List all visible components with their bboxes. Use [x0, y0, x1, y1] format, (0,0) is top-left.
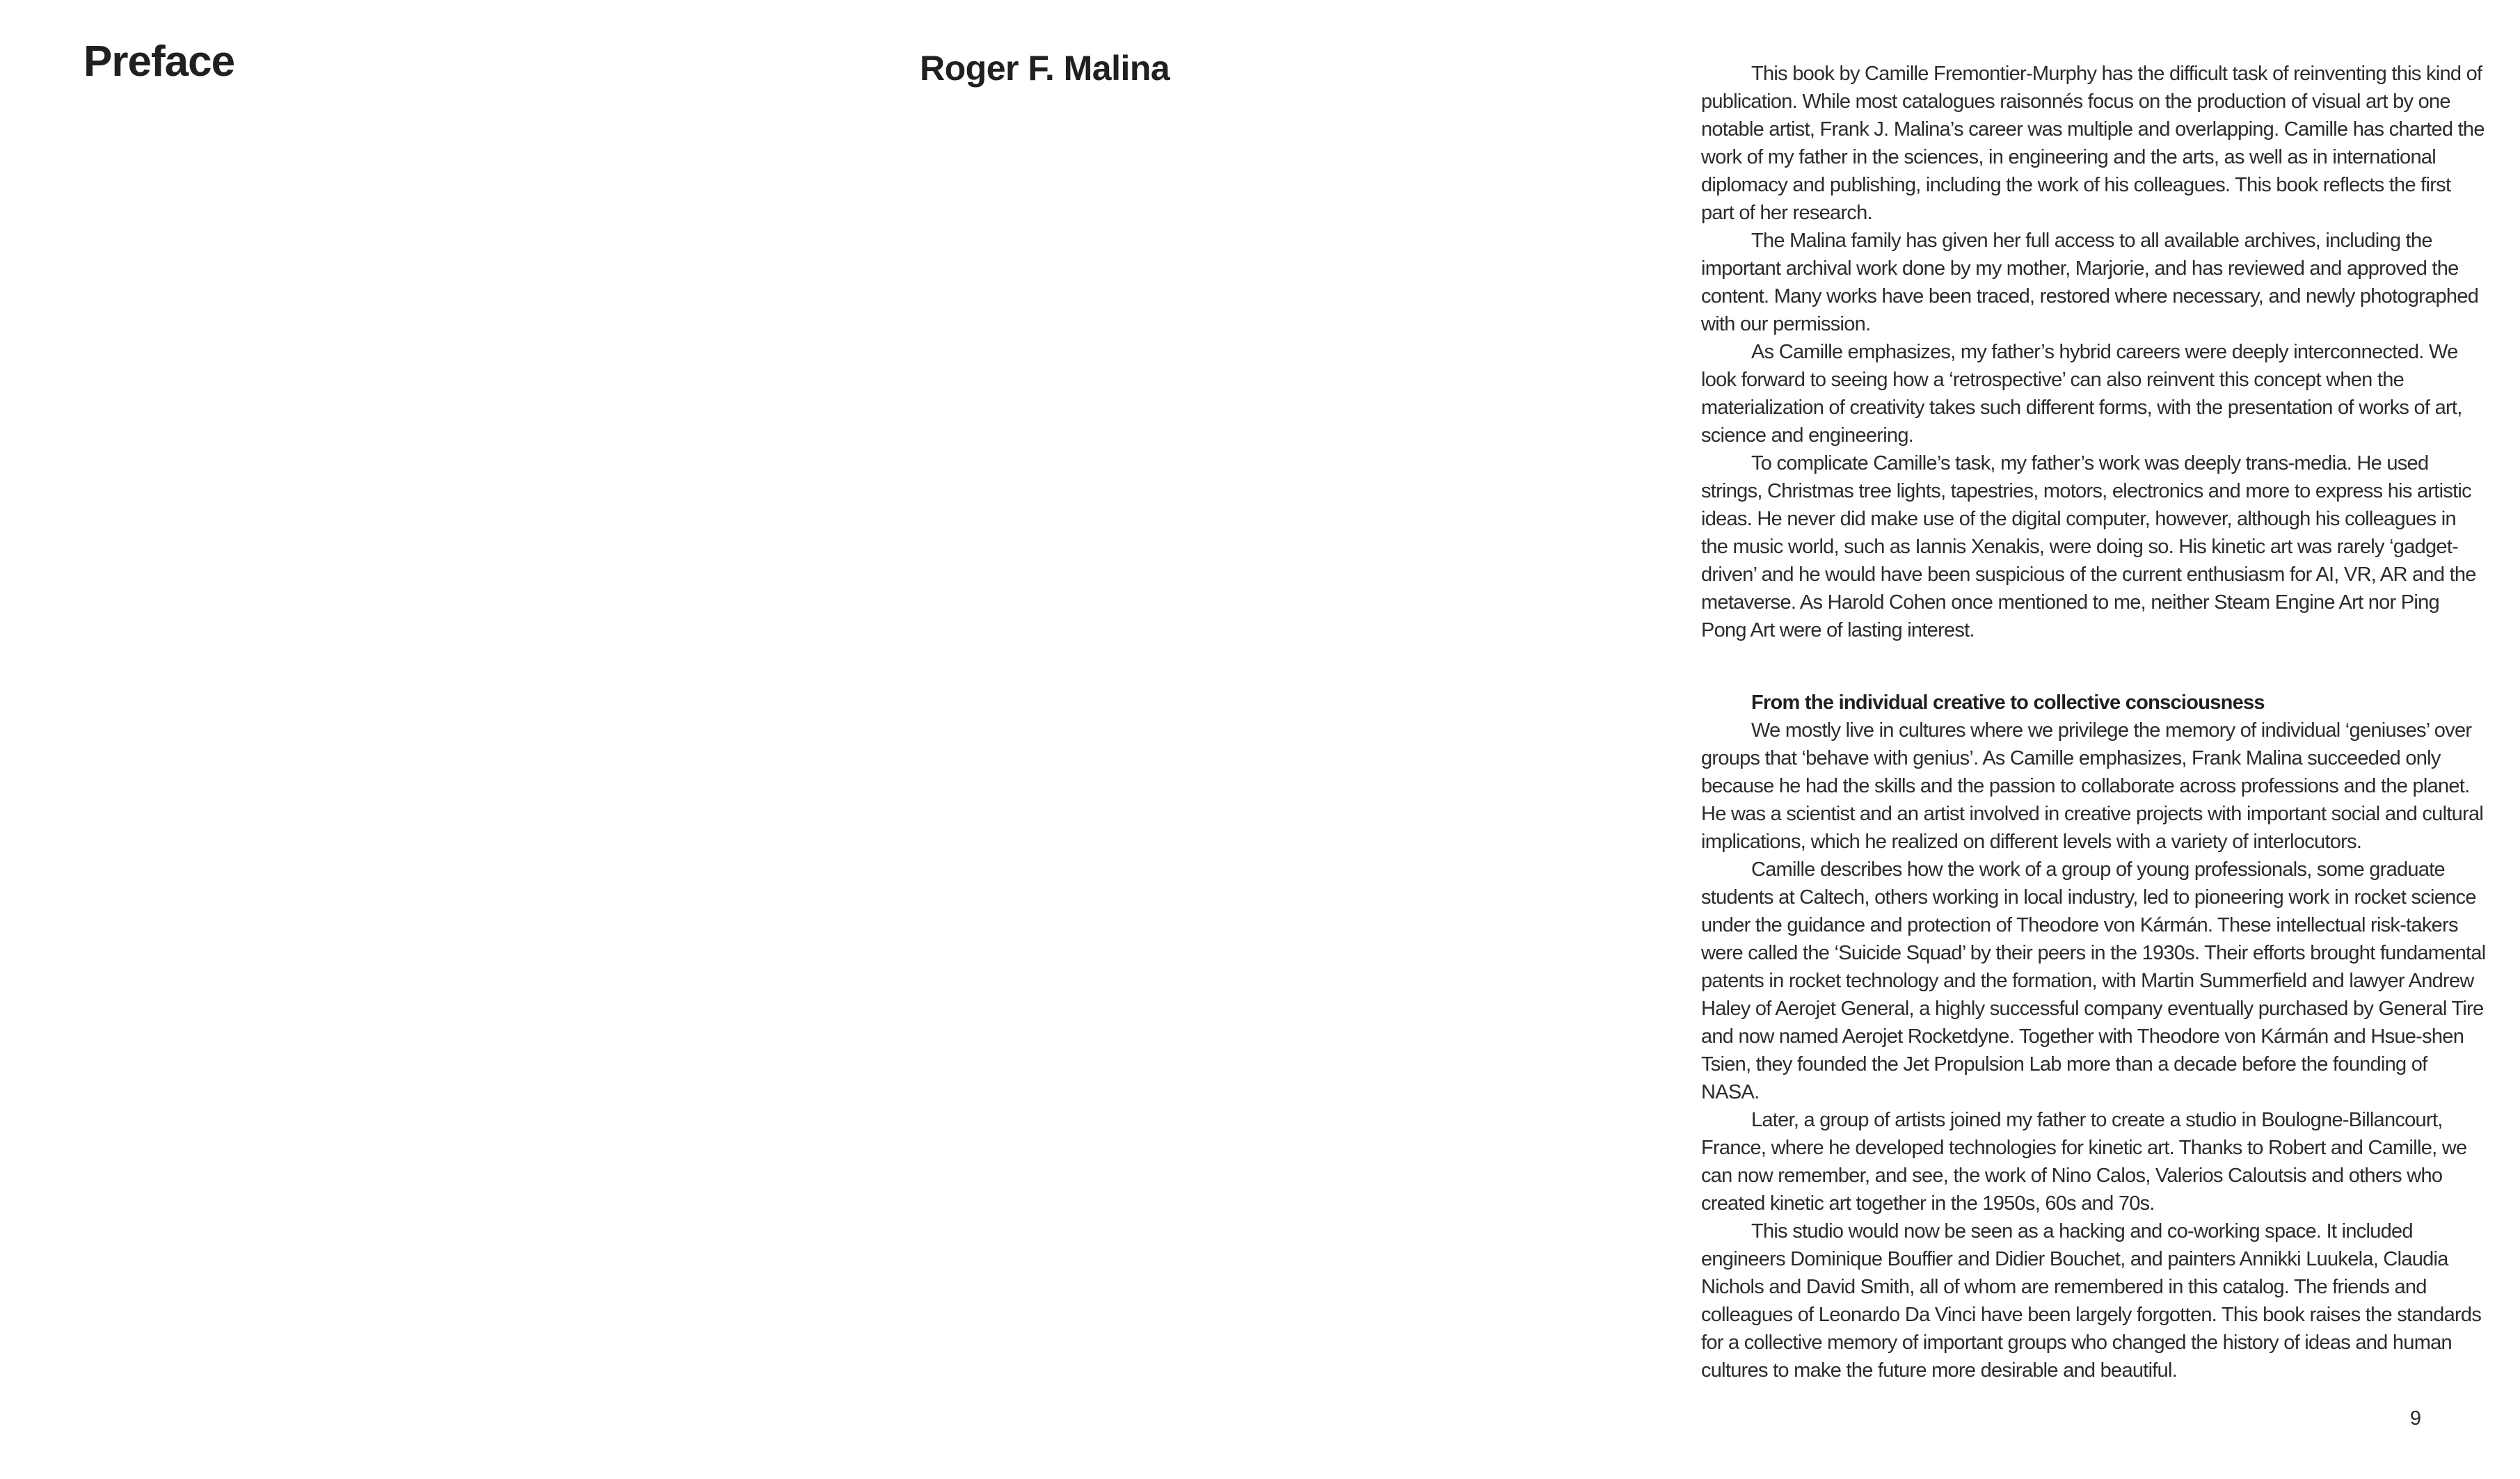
- intro-paragraph: As Camille emphasizes, my father’s hybrid careers were deeply interconnected. We look forward to seeing how a ‘retrospective’ can also reinvent this concept when the materialization of creativity takes such different forms, with the presentation of works of art, science and engineering.: [1701, 341, 2462, 447]
- intro-paragraph: The Malina family has given her full access to all available archives, including the important archival work done by my mother, Marjorie, and has reviewed and approved the content. Many works have been traced, restored where necessary, and newly photographed with our permission.: [1701, 230, 2479, 335]
- page-number: 9: [2409, 1407, 2422, 1430]
- section-paragraph: Camille describes how the work of a group of young professionals, some graduate students at Caltech, others working in local industry, led to pioneering work in rocket science under the guidance and protection of Theodore von Kármán. These intellectual risk-takers were called the ‘Suicide Squad’ by their peers in the 1930s. Their efforts brought fundamental patents in rocket technology and the formation, with Martin Summerfield and lawyer Andrew Haley of Aerojet General, a highly successful company eventually purchased by General Tire and now named Aerojet Rocketdyne. Together with Theodore von Kármán and Hsue-shen Tsien, they founded the Jet Propulsion Lab more than a decade before the founding of NASA.: [1701, 858, 2486, 1103]
- section-subheading: From the individual creative to collective consciousness: [1751, 691, 2265, 714]
- section-paragraph: We mostly live in cultures where we privilege the memory of individual ‘geniuses’ over groups that ‘behave with genius’. As Camille emphasizes, Frank Malina succeeded only because he had the skills and the passion to collaborate across professions and the planet. He was a scientist and an artist involved in creative projects with important social and cultural implications, which he realized on different levels with a variety of interlocutors.: [1701, 719, 2484, 853]
- intro-paragraph: To complicate Camille’s task, my father’s work was deeply trans-media. He used strings, Christmas tree lights, tapestries, motors, electronics and more to express his artistic ideas. He never did make use of the digital computer, however, although his colleagues in the music world, such as Iannis Xenakis, were doing so. His kinetic art was rarely ‘gadget-driven’ and he would have been suspicious of the current enthusiasm for AI, VR, AR and the metaverse. As Harold Cohen once mentioned to me, neither Steam Engine Art nor Ping Pong Art were of lasting interest.: [1701, 452, 2476, 641]
- intro-paragraph: This book by Camille Fremontier-Murphy has the difficult task of reinventing this kind of publication. While most catalogues raisonnés focus on the production of visual art by one notable artist, Frank J. Malina’s career was multiple and overlapping. Camille has charted the work of my father in the sciences, in engineering and the arts, as well as in international diplomacy and publishing, including the work of his colleagues. This book reflects the first part of her research.: [1701, 63, 2485, 224]
- preface-text-column: [1701, 60, 2486, 1384]
- author-name: Roger F. Malina: [920, 49, 1170, 88]
- section-paragraph: Later, a group of artists joined my father to create a studio in Boulogne-Billancourt, France, where he developed technologies for kinetic art. Thanks to Robert and Camille, we can now remember, and see, the work of Nino Calos, Valerios Caloutsis and others who created kinetic art together in the 1950s, 60s and 70s.: [1701, 1109, 2467, 1215]
- page-title: Preface: [83, 38, 235, 86]
- section-paragraph: This studio would now be seen as a hacking and co-working space. It included engineers Dominique Bouffier and Didier Bouchet, and painters Annikki Luukela, Claudia Nichols and David Smith, all of whom are remembered in this catalog. The friends and colleagues of Leonardo Da Vinci have been largely forgotten. This book raises the standards for a collective memory of important groups who changed the history of ideas and human cultures to make the future more desirable and beautiful.: [1701, 1220, 2482, 1382]
